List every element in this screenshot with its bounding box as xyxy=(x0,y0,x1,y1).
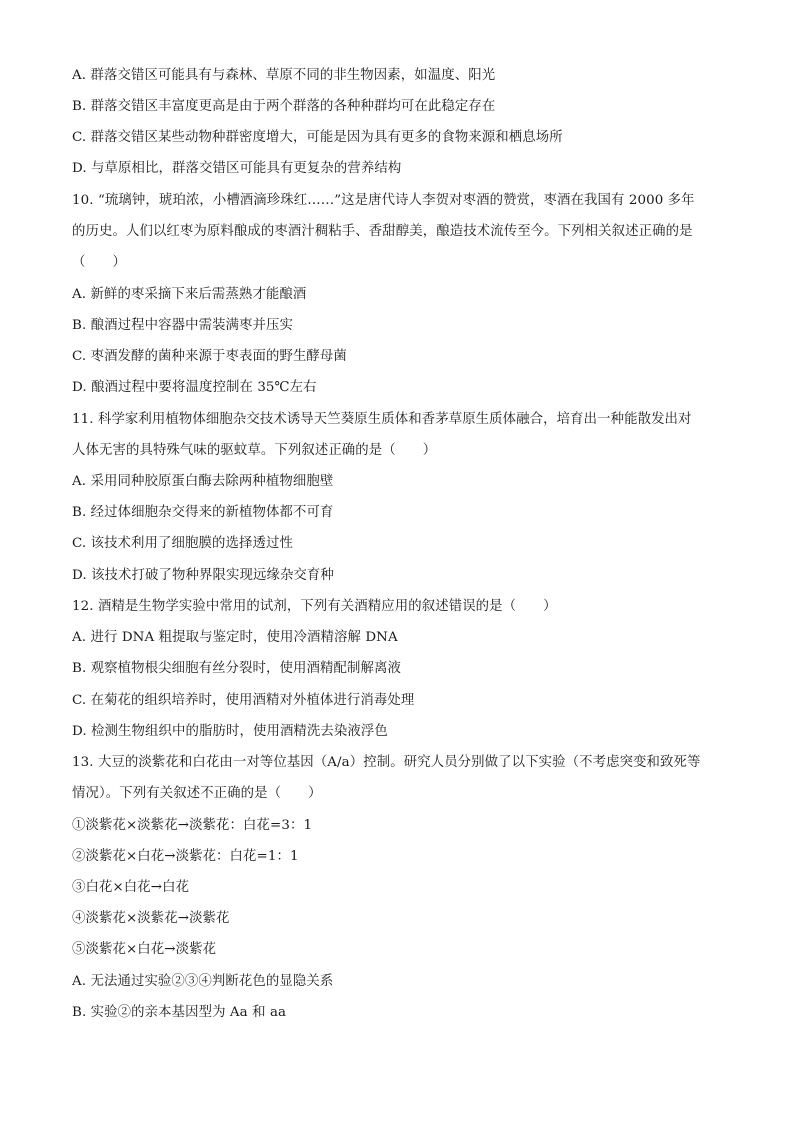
q13-experiment-4: ④淡紫花×淡紫花→淡紫花 xyxy=(72,911,230,926)
q11-option-b: B. 经过体细胞杂交得来的新植物体都不可育 xyxy=(72,505,334,520)
q10-option-d: D. 酿酒过程中要将温度控制在 35℃左右 xyxy=(72,380,317,395)
q11-stem-line-2: 人体无害的具特殊气味的驱蚊草。下列叙述正确的是（ ） xyxy=(72,443,437,458)
q12-option-c: C. 在菊花的组织培养时，使用酒精对外植体进行消毒处理 xyxy=(72,693,415,708)
q9-option-a: A. 群落交错区可能具有与森林、草原不同的非生物因素，如温度、阳光 xyxy=(72,68,496,83)
q10-option-b: B. 酿酒过程中容器中需装满枣并压实 xyxy=(72,318,294,333)
q9-option-d: D. 与草原相比，群落交错区可能具有更复杂的营养结构 xyxy=(72,161,402,176)
q11-option-c: C. 该技术利用了细胞膜的选择透过性 xyxy=(72,536,293,551)
q9-option-b: B. 群落交错区丰富度更高是由于两个群落的各种种群均可在此稳定存在 xyxy=(72,99,496,114)
q13-stem-line-2: 情况）。下列有关叙述不正确的是（ ） xyxy=(72,786,322,801)
q10-stem-line-3: （ ） xyxy=(72,255,126,270)
q9-option-c: C. 群落交错区某些动物种群密度增大，可能是因为具有更多的食物来源和栖息场所 xyxy=(72,130,563,145)
q13-experiment-5: ⑤淡紫花×白花→淡紫花 xyxy=(72,942,217,957)
q12-stem-line-1: 12. 酒精是生物学实验中常用的试剂，下列有关酒精应用的叙述错误的是（ ） xyxy=(72,599,557,614)
q10-option-a: A. 新鲜的枣采摘下来后需蒸熟才能酿酒 xyxy=(72,287,307,302)
q13-experiment-3: ③白花×白花→白花 xyxy=(72,880,190,895)
q10-stem-line-2: 的历史。人们以红枣为原料酿成的枣酒汁稠粘手、香甜醇美，酿造技术流传至今。下列相关叙述正确的是 xyxy=(72,224,693,239)
q10-option-c: C. 枣酒发酵的菌种来源于枣表面的野生酵母菌 xyxy=(72,349,347,364)
q11-option-a: A. 采用同种胶原蛋白酶去除两种植物细胞壁 xyxy=(72,474,334,489)
q11-stem-line-1: 11. 科学家利用植物体细胞杂交技术诱导天竺葵原生质体和香茅草原生质体融合，培育出一种能散发出对 xyxy=(72,412,692,427)
q12-option-b: B. 观察植物根尖细胞有丝分裂时，使用酒精配制解离液 xyxy=(72,661,401,676)
q10-stem-line-1: 10. “琉璃钟，琥珀浓，小槽酒滴珍珠红……”这是唐代诗人李贺对枣酒的赞赏，枣酒在我国有 2000 多年 xyxy=(72,193,695,208)
q11-option-d: D. 该技术打破了物种界限实现远缘杂交育种 xyxy=(72,568,334,583)
q13-experiment-1: ①淡紫花×淡紫花→淡紫花：白花=3：1 xyxy=(72,818,313,833)
q13-experiment-2: ②淡紫花×白花→淡紫花：白花=1：1 xyxy=(72,849,299,864)
q13-stem-line-1: 13. 大豆的淡紫花和白花由一对等位基因（A/a）控制。研究人员分别做了以下实验（不考虑突变和致死等 xyxy=(72,755,701,770)
q13-option-a: A. 无法通过实验②③④判断花色的显隐关系 xyxy=(72,974,334,989)
q13-option-b: B. 实验②的亲本基因型为 Aa 和 aa xyxy=(72,1005,287,1020)
q12-option-d: D. 检测生物组织中的脂肪时，使用酒精洗去染液浮色 xyxy=(72,724,388,739)
q12-option-a: A. 进行 DNA 粗提取与鉴定时，使用冷酒精溶解 DNA xyxy=(72,630,398,645)
